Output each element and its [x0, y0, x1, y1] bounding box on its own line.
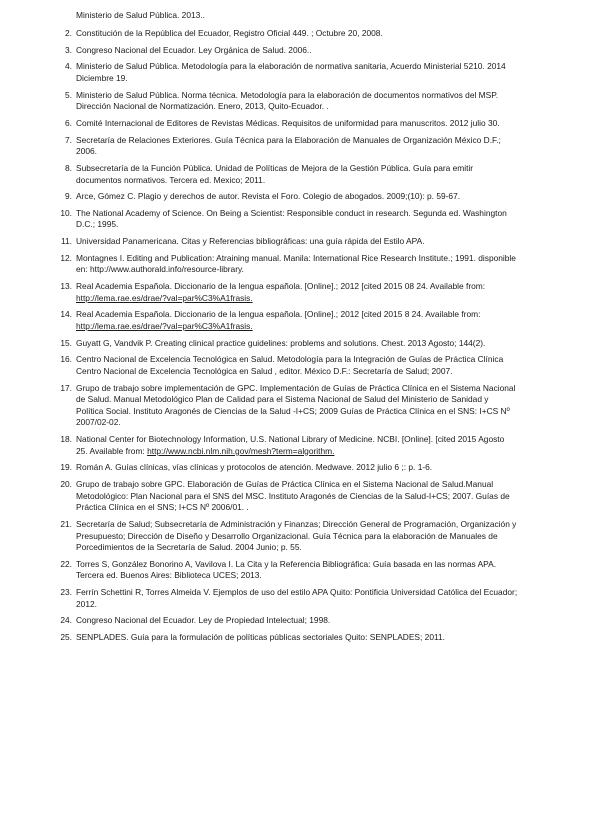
- reference-item: [0, 236, 518, 248]
- reference-number: 12.: [60, 252, 72, 263]
- reference-text: Comité Internacional de Editores de Revistas Médicas. Requisitos de uniformidad para manuscritos. 2012 julio 30.: [76, 117, 500, 128]
- leading-reference-continuation: Ministerio de Salud Pública. 2013..: [76, 10, 205, 20]
- reference-item: [0, 559, 518, 582]
- reference-text: Universidad Panamericana. Citas y Referencias bibliográficas: una guía rápida del Estilo APA.: [76, 236, 425, 247]
- reference-link[interactable]: http://lema.rae.es/drae/?val=par%C3%A1frasis.: [76, 292, 253, 303]
- reference-link[interactable]: http://lema.rae.es/drae/?val=par%C3%A1frasis.: [76, 321, 253, 331]
- reference-number: 21.: [60, 518, 72, 529]
- reference-number: 3.: [65, 44, 72, 55]
- reference-number: 8.: [65, 162, 72, 173]
- reference-item: [0, 354, 518, 377]
- reference-item: [0, 208, 518, 231]
- reference-text: Constitución de la República del Ecuador, Registro Oficial 449. ; Octubre 20, 2008.: [76, 28, 383, 38]
- reference-text: The National Academy of Science. On Being a Scientist: Responsible conduct in research. Segunda ed. Washington D.C.; 1995.: [76, 207, 507, 230]
- reference-item: [0, 45, 518, 57]
- reference-text: Ferrín Schettini R, Torres Almeida V. Ejemplos de uso del estilo APA Quito: Pontificia Universidad Católica del Ecuador; 2012.: [76, 587, 518, 609]
- reference-number: 10.: [60, 207, 72, 218]
- reference-number: 9.: [65, 191, 72, 202]
- reference-number: 4.: [65, 61, 72, 72]
- reference-item: [0, 281, 518, 304]
- reference-number: 15.: [60, 337, 72, 348]
- reference-text: Montagnes I. Editing and Publication: Atraining manual. Manila: International Rice Research Institute.; 1991. disponible en: http://www.authorald.info/resource-library.: [76, 252, 516, 275]
- reference-number: 23.: [60, 587, 72, 598]
- reference-number: 17.: [60, 382, 72, 393]
- reference-text: Congreso Nacional del Ecuador. Ley Orgánica de Salud. 2006..: [76, 44, 312, 55]
- reference-text: Congreso Nacional del Ecuador. Ley de Propiedad Intelectual; 1998.: [76, 615, 331, 626]
- reference-link[interactable]: http://www.ncbi.nlm.nih.gov/mesh?term=algorithm.: [147, 445, 335, 456]
- reference-item: [0, 479, 518, 514]
- reference-item: [0, 253, 518, 276]
- reference-item: [0, 191, 518, 203]
- reference-text: Ministerio de Salud Pública. Metodología para la elaboración de normativa sanitaria, Acuerdo Ministerial 5210. 2014 Diciembre 19.: [76, 61, 506, 83]
- reference-item: [0, 118, 518, 130]
- reference-text: Secretaría de Relaciones Exteriores. Guía Técnica para la Elaboración de Manuales de Organización México D.F.; 2006.: [76, 134, 501, 157]
- reference-item: [0, 462, 518, 474]
- reference-text: National Center for Biotechnology Information, U.S. National Library of Medicine. NCBI. [Online]. [cited 2015 Agosto 25. Available from:: [76, 434, 505, 456]
- reference-item: [0, 90, 518, 113]
- reference-item: [0, 519, 518, 554]
- reference-number: 5.: [65, 89, 72, 100]
- reference-number: 14.: [60, 309, 72, 320]
- reference-text: Torres S, González Bonorino A, Vavilova I. La Cita y la Referencia Bibliográfica: Guía basada en las normas APA. Tercera ed. Buenos Aires: Biblioteca UCES; 2013.: [76, 558, 497, 581]
- reference-item: [0, 383, 518, 429]
- reference-number: 20.: [60, 479, 72, 490]
- reference-text: Grupo de trabajo sobre implementación de GPC. Implementación de Guías de Práctica Clínica en el Sistema Nacional de Salud. Manual Metodológico Plan de Calidad para el Sistema Nacional de Salud del Ministerio de Sanidad y Política Social. Instituto Aragonés de Ciencias de la Salud -I+CS; 2009 Guías de Práctica Clínica en el SNS: I+CS Nº 2007/02-02.: [76, 382, 516, 428]
- reference-item: [0, 587, 518, 610]
- reference-text: Guyatt G, Vandvik P. Creating clinical practice guidelines: problems and solutions. Chest. 2013 Agosto; 144(2).: [76, 337, 486, 348]
- reference-number: 6.: [65, 117, 72, 128]
- reference-text: Real Academia Española. Diccionario de la lengua española. [Online].; 2012 [cited 2015 8 24. Available from:: [76, 309, 481, 320]
- reference-number: 13.: [60, 281, 72, 292]
- reference-item: [0, 28, 518, 40]
- reference-list: [0, 28, 609, 649]
- reference-text: Grupo de trabajo sobre GPC. Elaboración de Guías de Práctica Clínica en el Sistema Nacional de Salud.Manual Metodológico: Plan Nacional para el SNS del MSC. Instituto Aragonés de Ciencias de la Salud-I+CS; 2007. Guías de Práctica Clínica en el SNS; I+CS Nº 2006/01. .: [76, 479, 510, 513]
- reference-text: Ministerio de Salud Pública. Norma técnica. Metodología para la elaboración de documentos normativos del MSP. Dirección Nacional de Normatización. Enero, 2013, Quito-Ecuador. .: [76, 89, 499, 112]
- reference-text: SENPLADES. Guía para la formulación de políticas públicas sectoriales Quito: SENPLADES; 2011.: [76, 632, 445, 643]
- reference-text: Centro Nacional de Excelencia Tecnológica en Salud. Metodología para la Integración de Guías de Práctica Clínica Centro Nacional de Excelencia Tecnológica en Salud , editor. México D.F.: Secretaría de Salud; 2007.: [76, 354, 504, 376]
- reference-item: [0, 135, 518, 158]
- reference-item: [0, 615, 518, 627]
- reference-number: 19.: [60, 462, 72, 473]
- reference-item: [0, 338, 518, 350]
- reference-number: 16.: [60, 354, 72, 365]
- reference-number: 7.: [65, 134, 72, 145]
- reference-item: [0, 163, 518, 186]
- reference-text: Subsecretaría de la Función Pública. Unidad de Políticas de Mejora de la Gestión Pública. Guía para emitir documentos normativos. Tercera ed. Mexico; 2011.: [76, 162, 474, 185]
- reference-number: 22.: [60, 558, 72, 569]
- reference-item: [0, 61, 518, 84]
- reference-item: [0, 434, 518, 457]
- reference-text: Real Academia Española. Diccionario de la lengua española. [Online].; 2012 [cited 2015 08 24. Available from:: [76, 281, 486, 292]
- reference-item: [0, 309, 518, 332]
- reference-item: [0, 632, 518, 644]
- reference-number: 24.: [60, 615, 72, 626]
- reference-text: Arce, Gómez C. Plagio y derechos de autor. Revista el Foro. Colegio de abogados. 2009;(10): p. 59-67.: [76, 191, 461, 202]
- reference-number: 25.: [60, 632, 72, 643]
- reference-number: 18.: [60, 434, 72, 445]
- reference-text: Román A. Guías clínicas, vías clínicas y protocolos de atención. Medwave. 2012 julio 6 ;: p. 1-6.: [76, 462, 433, 473]
- reference-number: 11.: [60, 236, 72, 247]
- reference-number: 2.: [65, 28, 72, 38]
- reference-text: Secretaría de Salud; Subsecretaría de Administración y Finanzas; Dirección General de Programación, Organización y Presupuesto; Dirección de Diseño y Desarrollo Organizacional. Guía Técnica para la elaboración de Manuales de Porcedimientos de la Secretaría de Salud. 2004 Junio; p. 55.: [76, 518, 517, 553]
